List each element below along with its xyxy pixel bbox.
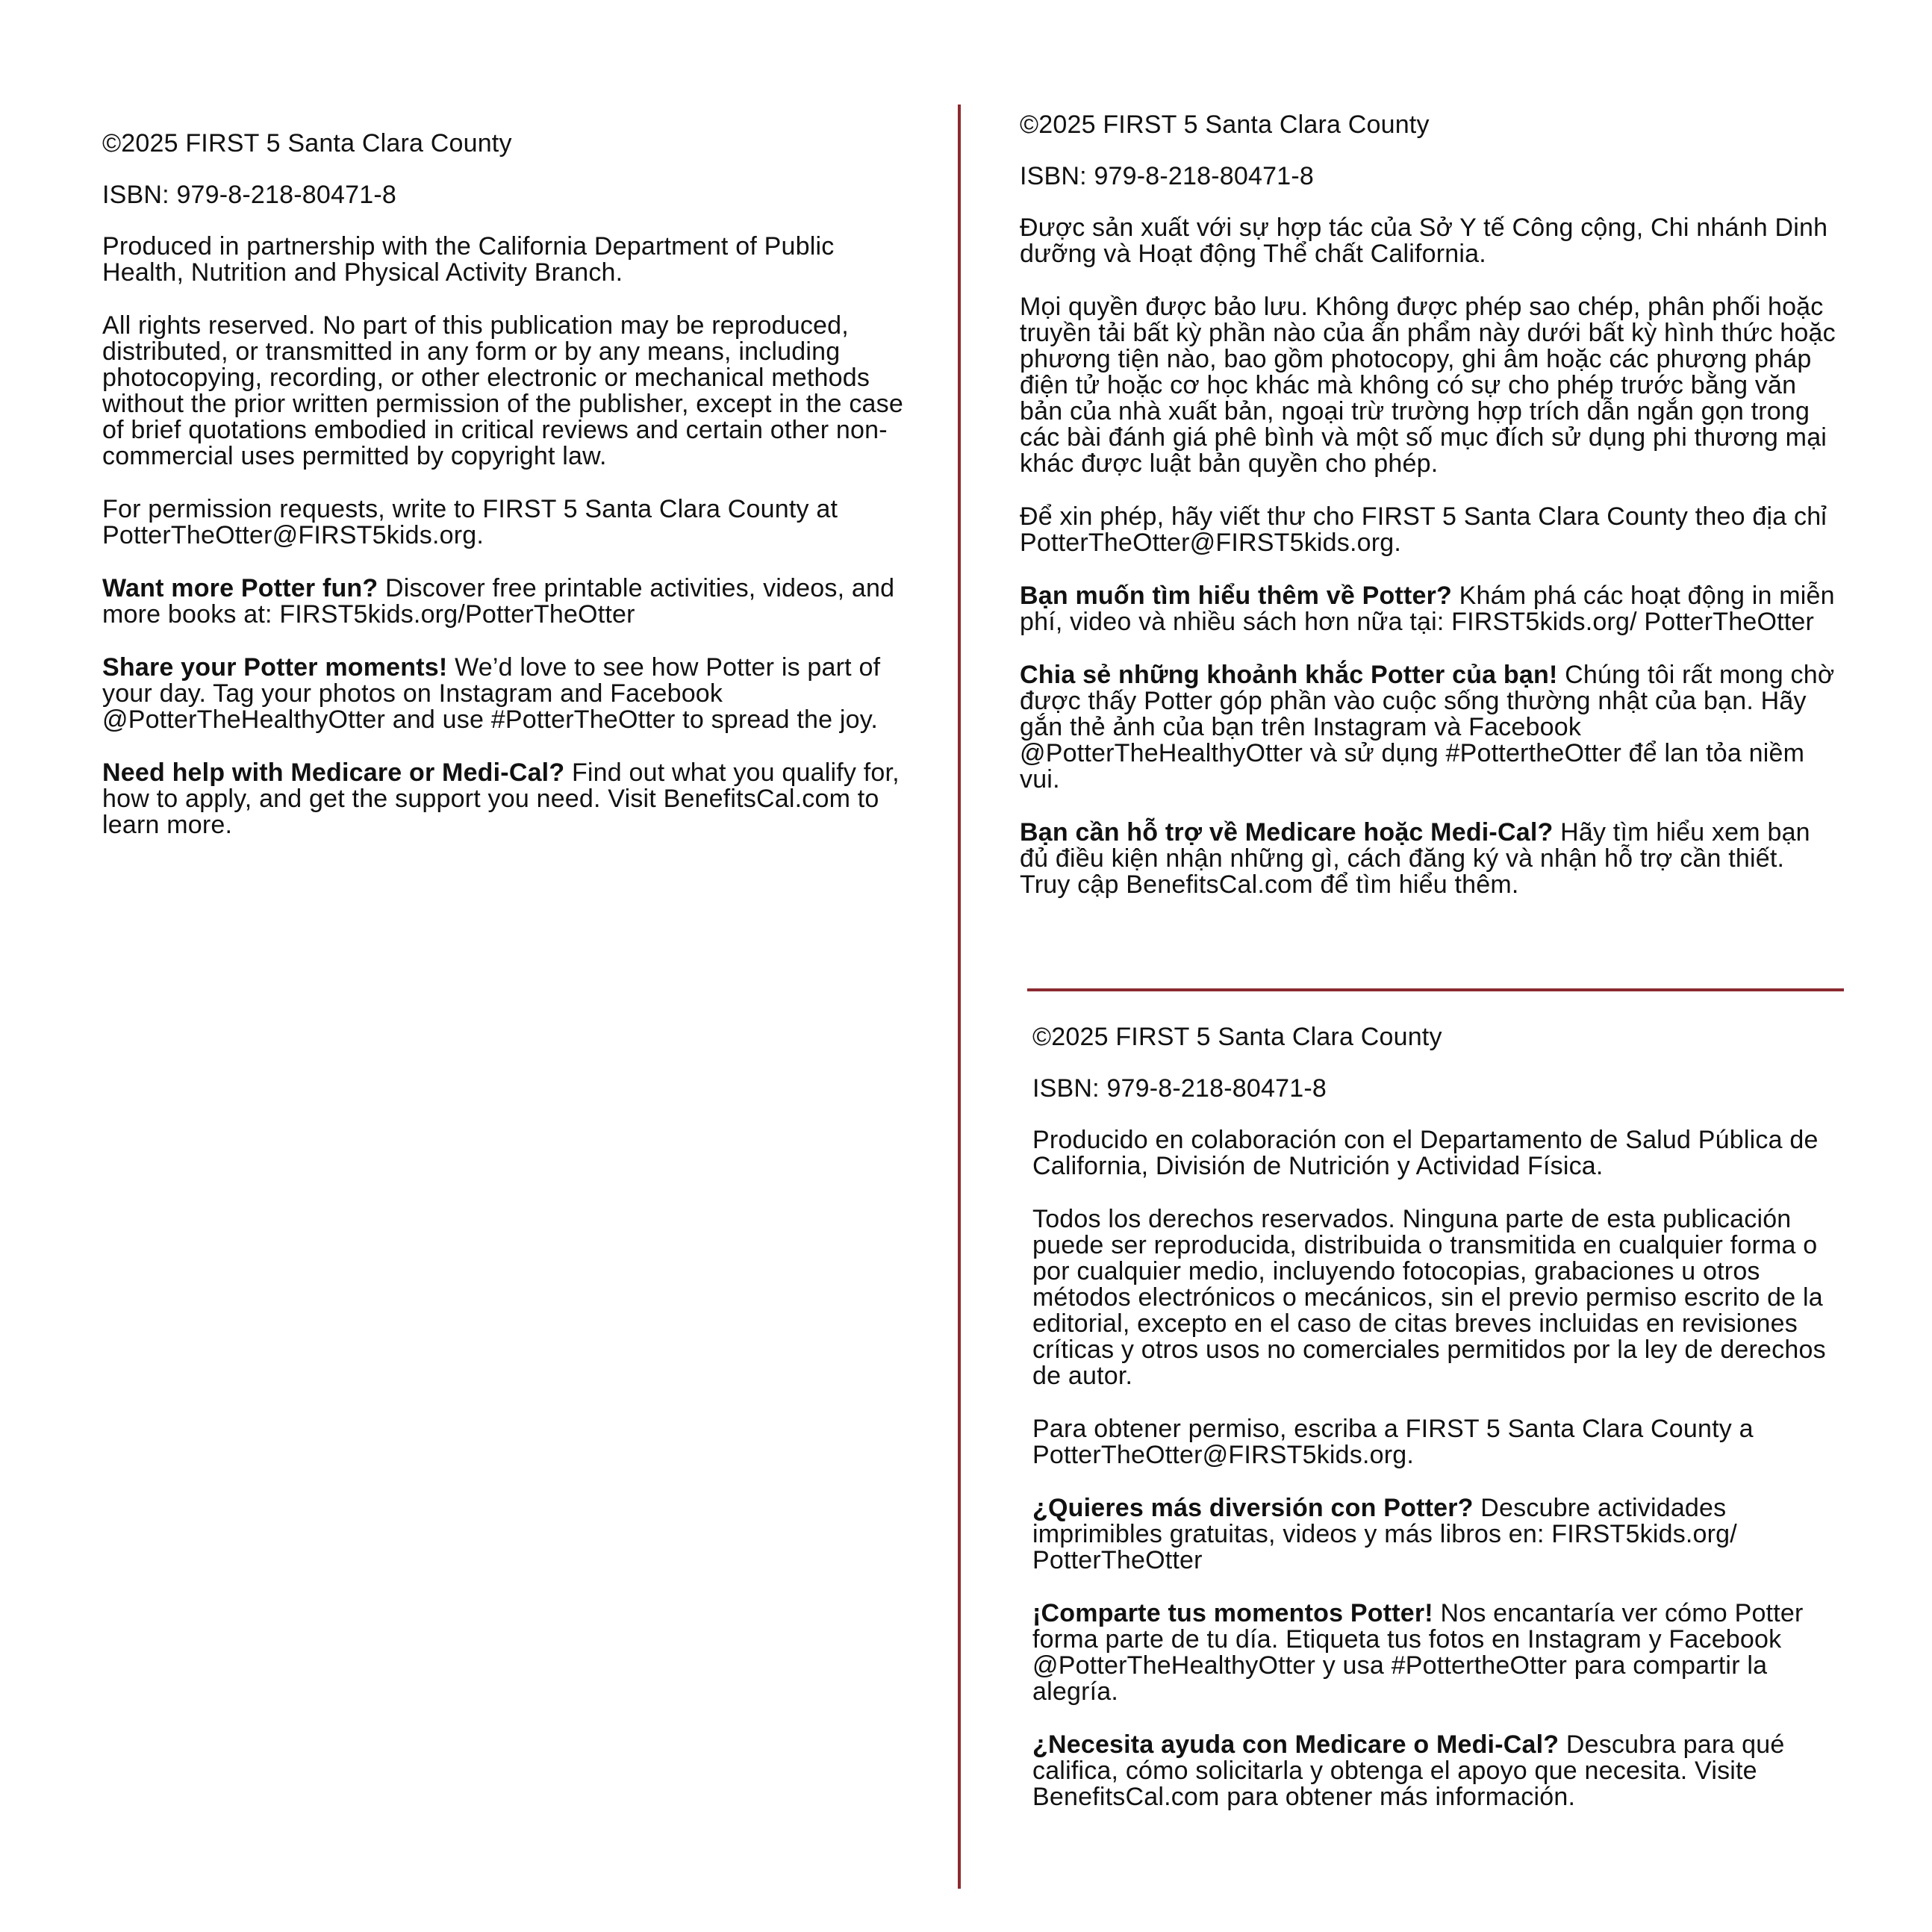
partnership-paragraph: Được sản xuất với sự hợp tác của Sở Y tế Công cộng, Chi nhánh Dinh dưỡng và Hoạt động Thể chất California. [1020, 214, 1828, 269]
copyright-line: ©2025 FIRST 5 Santa Clara County [1032, 1023, 1442, 1051]
isbn-line: ISBN: 979-8-218-80471-8 [1032, 1074, 1327, 1103]
rights-paragraph: Mọi quyền được bảo lưu. Không được phép sao chép, phân phối hoặc truyền tải bất kỳ phần nào của ấn phẩm này dưới bất kỳ hình thức hoặc phương tiện nào, bao gồm photocopy, ghi âm hoặc các phương pháp điện tử hoặc cơ học khác mà không có sự cho phép trước bằng văn bản của nhà xuất bản, ngoại trừ trường hợp trích dẫn ngắn gọn trong các bài đánh giá phê bình và một số mục đích sử dụng phi thương mại khác được luật bản quyền cho phép. [1020, 293, 1836, 479]
more-fun-heading: Bạn muốn tìm hiểu thêm về Potter? [1020, 582, 1452, 611]
copyright-line: ©2025 FIRST 5 Santa Clara County [102, 129, 512, 158]
help-paragraph [1020, 820, 1841, 898]
share-paragraph [1020, 662, 1841, 793]
more-fun-heading: Want more Potter fun? [102, 574, 378, 603]
spanish-copyright-block [1032, 1024, 1854, 1837]
more-fun-paragraph [1032, 1495, 1854, 1574]
vietnamese-copyright-block [1020, 112, 1841, 925]
copyright-line: ©2025 FIRST 5 Santa Clara County [1020, 110, 1430, 139]
horizontal-divider [1027, 988, 1844, 991]
vertical-divider [958, 105, 961, 1889]
share-text: Chúng tôi rất mong chờ được thấy Potter góp phần vào cuộc sống thường nhật của bạn. Hãy gắn thẻ ảnh của bạn trên Instagram và Facebook @PotterTheHealthyOtter và sử dụng #PottertheOtter để lan tỏa niềm vui. [1020, 661, 1835, 794]
more-fun-heading: ¿Quieres más diversión con Potter? [1032, 1494, 1474, 1523]
english-copyright-block [102, 131, 909, 865]
isbn-line: ISBN: 979-8-218-80471-8 [102, 181, 396, 210]
partnership-paragraph: Producido en colaboración con el Departamento de Salud Pública de California, División de Nutrición y Actividad Física. [1032, 1126, 1819, 1181]
more-fun-text: Discover free printable activities, videos, and more books at: FIRST5kids.org/PotterTheOtter [102, 574, 895, 629]
help-heading: Bạn cần hỗ trợ về Medicare hoặc Medi-Cal? [1020, 818, 1554, 847]
help-heading: ¿Necesita ayuda con Medicare o Medi-Cal? [1032, 1730, 1559, 1760]
help-paragraph [102, 760, 909, 838]
share-paragraph [1032, 1601, 1854, 1705]
share-heading: Chia sẻ những khoảnh khắc Potter của bạn! [1020, 661, 1558, 690]
isbn-line: ISBN: 979-8-218-80471-8 [1020, 162, 1314, 191]
share-text: We’d love to see how Potter is part of your day. Tag your photos on Instagram and Facebook @PotterTheHealthyOtter and use #PotterTheOtter to spread the joy. [102, 653, 881, 735]
rights-paragraph: Todos los derechos reservados. Ninguna parte de esta publicación puede ser reproducida, distribuida o transmitida en cualquier forma o por cualquier medio, incluyendo fotocopias, grabaciones u otros métodos electrónicos o mecánicos, sin el previo permiso escrito de la editorial, excepto en el caso de citas breves incluidas en revisiones críticas y otros usos no comerciales permitidos por la ley de derechos de autor. [1032, 1205, 1826, 1391]
share-paragraph [102, 655, 909, 733]
share-heading: ¡Comparte tus momentos Potter! [1032, 1599, 1433, 1628]
more-fun-text: Khám phá các hoạt động in miễn phí, video và nhiều sách hơn nữa tại: FIRST5kids.org/ PotterTheOtter [1020, 582, 1835, 637]
more-fun-paragraph [102, 576, 909, 628]
help-paragraph [1032, 1732, 1854, 1810]
more-fun-paragraph [1020, 583, 1841, 635]
more-fun-text: Descubre actividades imprimibles gratuitas, videos y más libros en: FIRST5kids.org/ PotterTheOtter [1032, 1494, 1737, 1575]
help-text: Hãy tìm hiểu xem bạn đủ điều kiện nhận những gì, cách đăng ký và nhận hỗ trợ cần thiết. Truy cập BenefitsCal.com để tìm hiểu thêm. [1020, 818, 1810, 900]
permission-paragraph: Para obtener permiso, escriba a FIRST 5 Santa Clara County a PotterTheOtter@FIRST5kids.org. [1032, 1415, 1754, 1470]
permission-paragraph: Để xin phép, hãy viết thư cho FIRST 5 Santa Clara County theo địa chỉ PotterTheOtter@FIRST5kids.org. [1020, 502, 1827, 558]
help-text: Descubra para qué califica, cómo solicitarla y obtenga el apoyo que necesita. Visite BenefitsCal.com para obtener más información. [1032, 1730, 1785, 1812]
permission-paragraph: For permission requests, write to FIRST 5 Santa Clara County at PotterTheOtter@FIRST5kids.org. [102, 495, 838, 550]
share-text: Nos encantaría ver cómo Potter forma parte de tu día. Etiqueta tus fotos en Instagram y Facebook @PotterTheHealthyOtter y usa #PottertheOtter para compartir la alegría. [1032, 1599, 1804, 1707]
help-heading: Need help with Medicare or Medi-Cal? [102, 758, 565, 788]
rights-paragraph: All rights reserved. No part of this publication may be reproduced, distributed, or transmitted in any form or by any means, including photocopying, recording, or other electronic or mechanical methods without the prior written permission of the publisher, except in the case of brief quotations embodied in critical reviews and certain other non-commercial uses permitted by copyright law. [102, 311, 903, 471]
share-heading: Share your Potter moments! [102, 653, 448, 682]
help-text: Find out what you qualify for, how to apply, and get the support you need. Visit BenefitsCal.com to learn more. [102, 758, 900, 840]
partnership-paragraph: Produced in partnership with the California Department of Public Health, Nutrition and Physical Activity Branch. [102, 232, 835, 287]
